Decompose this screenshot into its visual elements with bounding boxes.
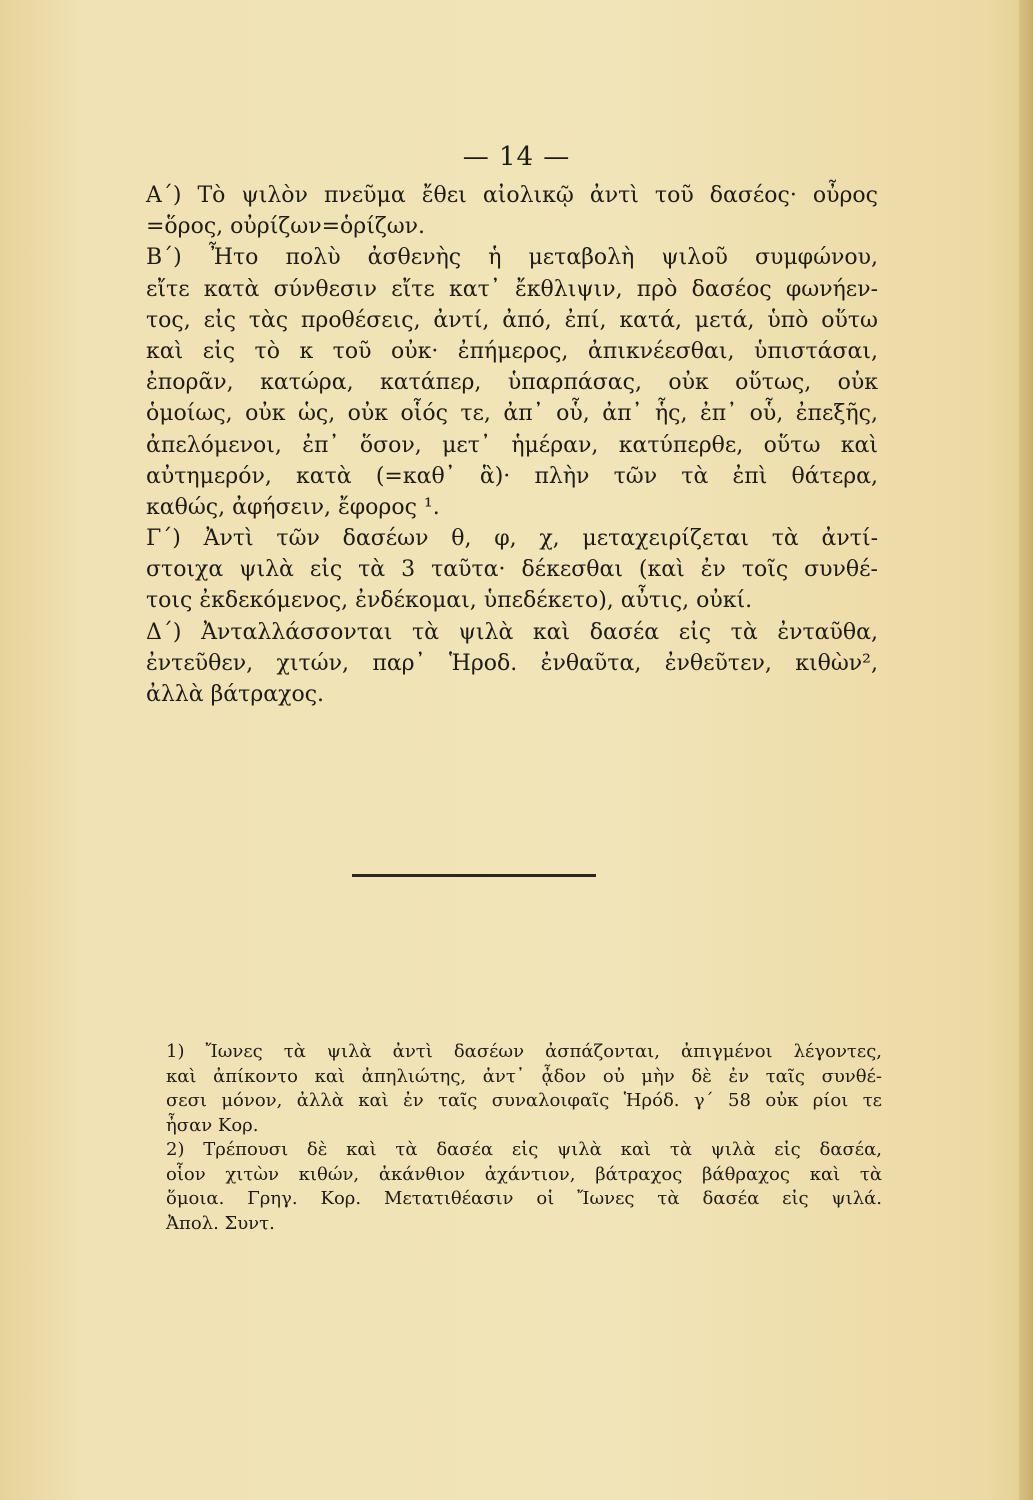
text-line: ἐντεῦθεν, χιτών, παρ᾽ Ἡροδ. ἐνθαῦτα, ἐνθεῦτεν, κιθὼν², [146, 650, 878, 676]
text-line: Γ΄) Ἀντὶ τῶν δασέων θ, φ, χ, μεταχειρίζεται τὰ ἀντί- [146, 526, 878, 552]
text-line: Β΄) Ἦτο πολὺ ἀσθενὴς ἡ μεταβολὴ ψιλοῦ συμφώνου, [146, 245, 878, 271]
page-edge [1019, 0, 1033, 1500]
text-line: ἀλλὰ βάτραχος. [146, 682, 325, 707]
page-number: — 14 — [462, 142, 571, 172]
footnote-line: 2) Τρέπουσι δὲ καὶ τὰ δασέα εἰς ψιλὰ καὶ τὰ ψιλὰ εἰς δασέα, [166, 1139, 882, 1160]
text-line: τος, εἰς τὰς προθέσεις, ἀντί, ἀπό, ἐπί, κατά, μετά, ὑπὸ οὕτω [146, 307, 878, 333]
text-line: στοιχα ψιλὰ εἰς τὰ 3 ταῦτα· δέκεσθαι (καὶ ἐν τοῖς συνθέ- [146, 557, 878, 583]
text-line: τοις ἐκδεκόμενος, ἐνδέκομαι, ὑπεδέκετο), αὖτις, οὐκί. [146, 588, 753, 614]
footnote-line: καὶ ἀπίκοντο καὶ ἀπηλιώτης, ἀντ᾽ ᾆδον οὐ μὴν δὲ ἐν ταῖς συνθέ- [166, 1065, 882, 1087]
footnote-line: οἷον χιτὼν κιθών, ἀκάνθιον ἀχάντιον, βάτραχος βάθραχος καὶ τὰ [166, 1163, 882, 1185]
body-text [146, 180, 878, 710]
text-line: καθώς, ἀφήσειν, ἔφορος ¹. [146, 494, 440, 520]
text-line: ἐπορᾶν, κατώρα, κατάπερ, ὑπαρπάσας, οὐκ οὕτως, οὐκ [146, 370, 878, 396]
text-line: Δ΄) Ἀνταλλάσσονται τὰ ψιλὰ καὶ δασέα εἰς τὰ ἐνταῦθα, [146, 619, 878, 645]
footnote-line: 1) Ἴωνες τὰ ψιλὰ ἀντὶ δασέων ἀσπάζονται, ἀπιγμένοι λέγοντες, [166, 1041, 882, 1062]
footnote-line: ὅμοια. Γρηγ. Κορ. Μετατιθέασιν οἱ Ἴωνες τὰ δασέα εἰς ψιλά. [166, 1188, 882, 1209]
footnotes [166, 1040, 882, 1236]
text-line: Α΄) Τὸ ψιλὸν πνεῦμα ἔθει αἰολικῷ ἀντὶ τοῦ δασέος· οὖρος [146, 183, 878, 208]
footnote-line: σεσι μόνον, ἀλλὰ καὶ ἐν ταῖς συναλοιφαῖς Ἡρόδ. γ΄ 58 οὐκ ρίοι τε [166, 1090, 882, 1111]
text-line: ἀπελόμενοι, ἐπ᾽ ὅσον, μετ᾽ ἡμέραν, κατύπερθε, οὕτω καὶ [146, 432, 878, 458]
section-divider [352, 874, 596, 877]
text-line: εἴτε κατὰ σύνθεσιν εἴτε κατ᾽ ἔκθλιψιν, πρὸ δασέος φωνήεν- [146, 276, 878, 302]
footnote-line: Ἀπολ. Συντ. [166, 1212, 275, 1234]
text-line: ὁμοίως, οὐκ ὡς, οὐκ οἷός τε, ἀπ᾽ οὗ, ἀπ᾽ ἧς, ἐπ᾽ οὗ, ἐπεξῆς, [146, 401, 878, 427]
text-line: =ὅρος, οὐρίζων=ὁρίζων. [146, 214, 426, 240]
text-line: καὶ εἰς τὸ κ τοῦ οὐκ· ἐπήμερος, ἀπικνέεσθαι, ὑπιστάσαι, [146, 338, 878, 364]
footnote-line: ἦσαν Κορ. [166, 1114, 259, 1136]
text-line: αὐτημερόν, κατὰ (=καθ᾽ ἃ)· πλὴν τῶν τὰ ἐπὶ θάτερα, [146, 463, 878, 489]
